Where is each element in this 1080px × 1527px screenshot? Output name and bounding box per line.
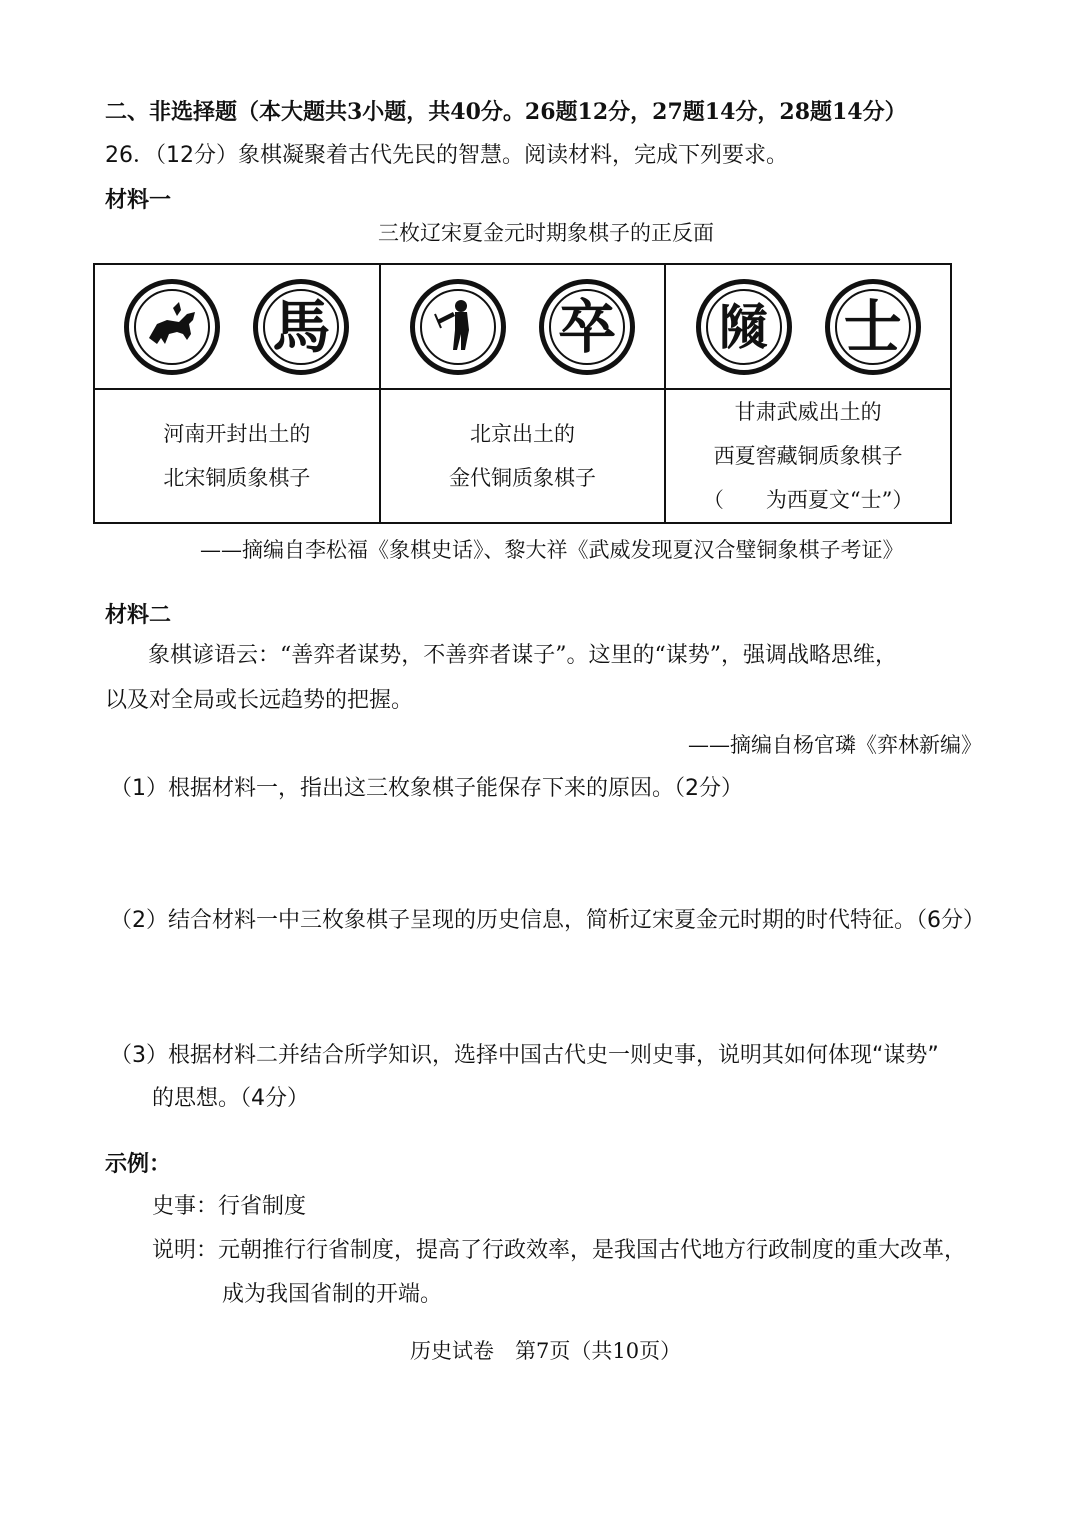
chess-pieces-table <box>93 263 952 524</box>
piece-3-images <box>665 264 951 389</box>
example-explain-line-1: 说明：元朝推行行省制度，提高了行政效率，是我国古代地方行政制度的重大改革， <box>152 1238 967 1263</box>
example-event: 史事：行省制度 <box>152 1194 307 1219</box>
question-2: （2）结合材料一中三枚象棋子呈现的历史信息，简析辽宋夏金元时期的时代特征。（6分） <box>110 908 985 933</box>
material-2-source: ——摘编自杨官璘《弈林新编》 <box>688 733 982 757</box>
question-3-line-1: （3）根据材料二并结合所学知识，选择中国古代史一则史事，说明其如何体现“谋势” <box>110 1043 939 1068</box>
piece-1-back: 馬 <box>253 279 349 375</box>
material-2-label: 材料二 <box>105 602 172 628</box>
question-3-line-2: 的思想。（4分） <box>152 1086 309 1111</box>
material-1-label: 材料一 <box>105 187 172 213</box>
piece-1-description: 河南开封出土的 北宋铜质象棋子 <box>94 389 380 523</box>
piece-1-images <box>94 264 380 389</box>
piece-2-images <box>380 264 666 389</box>
section-title: 二、非选择题（本大题共3小题，共40分。26题12分，27题14分，28题14分） <box>105 99 907 125</box>
piece-3-description: 甘肃武威出土的 西夏窖藏铜质象棋子 （ 为西夏文“士”） <box>665 389 951 523</box>
material-2-text-line-1: 象棋谚语云：“善弈者谋势，不善弈者谋子”。这里的“谋势”，强调战略思维， <box>148 643 897 668</box>
question-1: （1）根据材料一，指出这三枚象棋子能保存下来的原因。（2分） <box>110 776 743 801</box>
example-label: 示例： <box>105 1152 172 1177</box>
page-footer: 历史试卷 第7页（共10页） <box>410 1339 682 1363</box>
question-26-intro: 26．（12分）象棋凝聚着古代先民的智慧。阅读材料，完成下列要求。 <box>105 143 788 168</box>
material-1-source: ——摘编自李松福《象棋史话》、黎大祥《武威发现夏汉合璧铜象棋子考证》 <box>200 538 904 562</box>
piece-2-back: 卒 <box>539 279 635 375</box>
material-1-caption: 三枚辽宋夏金元时期象棋子的正反面 <box>378 221 714 245</box>
piece-3-front-tangut-icon: 𗂧 <box>696 279 792 375</box>
horse-figure-icon <box>124 279 220 375</box>
material-2-text-line-2: 以及对全局或长远趋势的把握。 <box>105 688 414 713</box>
piece-2-description: 北京出土的 金代铜质象棋子 <box>380 389 666 523</box>
piece-3-back: 士 <box>825 279 921 375</box>
soldier-figure-icon <box>410 279 506 375</box>
example-explain-line-2: 成为我国省制的开端。 <box>222 1282 443 1307</box>
